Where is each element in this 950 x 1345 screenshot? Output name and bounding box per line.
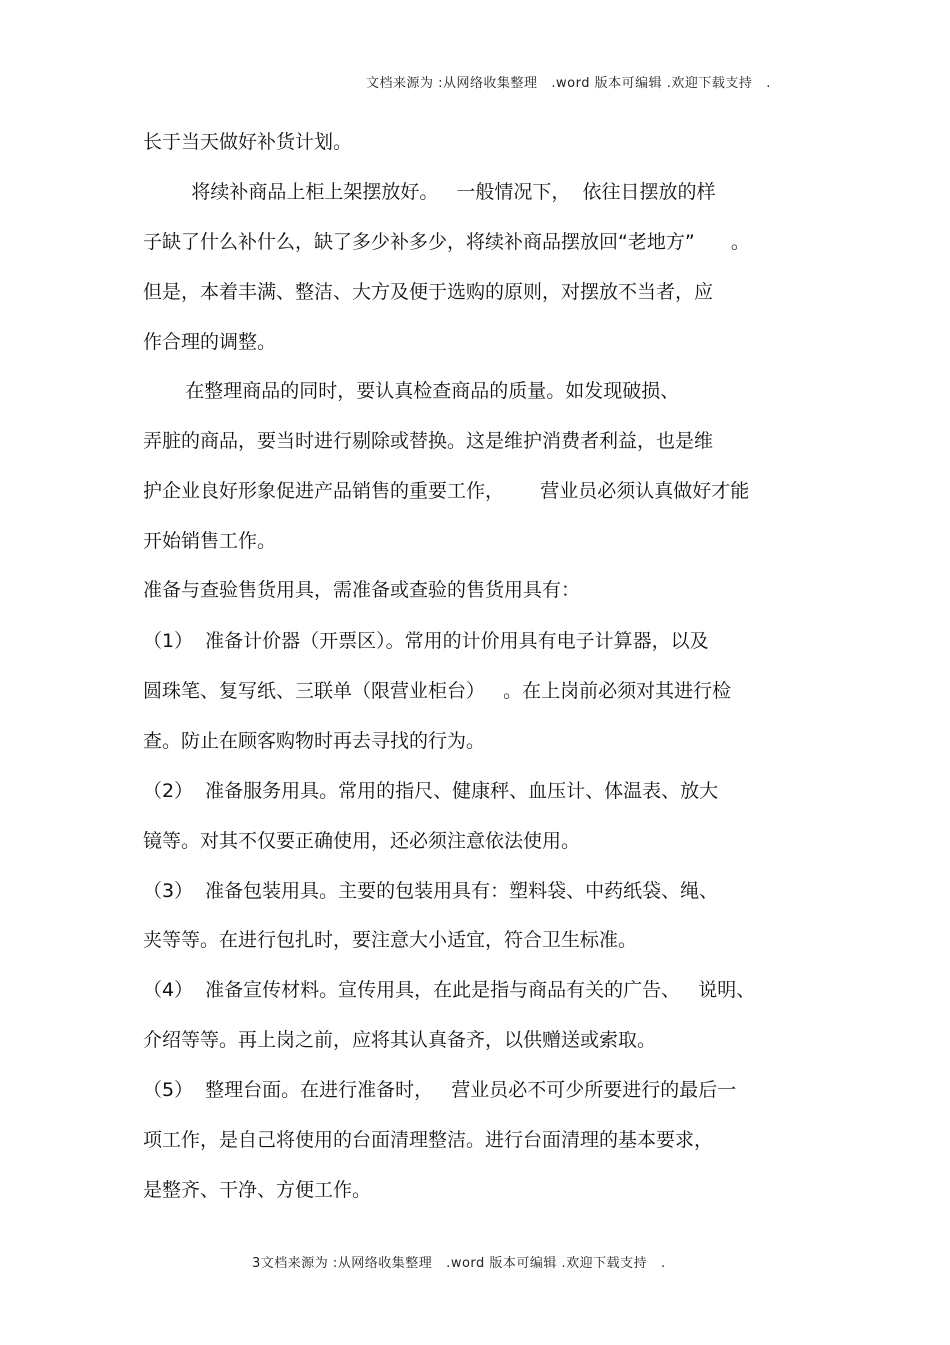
body-line: 是整齐、干净、方便工作。 bbox=[143, 1179, 372, 1201]
section-heading: 准备与查验售货用具，需准备或查验的售货用具有： bbox=[143, 579, 581, 601]
list-item: （5） 整理台面。在进行准备时， 营业员必不可少所要进行的最后一 bbox=[143, 1079, 737, 1101]
body-line: 在整理商品的同时，要认真检查商品的质量。如发现破损、 bbox=[143, 380, 680, 402]
page-header: 文档来源为 :从网络收集整理 .word 版本可编辑 .欢迎下载支持 . bbox=[366, 76, 771, 91]
body-line: 开始销售工作。 bbox=[143, 530, 277, 552]
list-item: （4） 准备宣传材料。宣传用具，在此是指与商品有关的广告、 说明、 bbox=[143, 979, 756, 1001]
body-line: 介绍等等。再上岗之前，应将其认真备齐，以供赠送或索取。 bbox=[143, 1029, 657, 1051]
body-line: 镜等。对其不仅要正确使用，还必须注意依法使用。 bbox=[143, 830, 581, 852]
page-footer: 3文档来源为 :从网络收集整理 .word 版本可编辑 .欢迎下载支持 . bbox=[252, 1256, 666, 1271]
body-line: 但是，本着丰满、整洁、大方及便于选购的原则，对摆放不当者，应 bbox=[143, 281, 714, 303]
body-line: 长于当天做好补货计划。 bbox=[143, 131, 353, 153]
body-line: 弄脏的商品，要当时进行剔除或替换。这是维护消费者利益，也是维 bbox=[143, 430, 714, 452]
body-line: 夹等等。在进行包扎时，要注意大小适宜，符合卫生标准。 bbox=[143, 929, 638, 951]
body-line: 圆珠笔、复写纸、三联单（限营业柜台） 。在上岗前必须对其进行检 bbox=[143, 680, 732, 702]
body-line: 将续补商品上柜上架摆放好。 一般情况下， 依往日摆放的样 bbox=[143, 181, 716, 203]
body-line: 项工作，是自己将使用的台面清理整洁。进行台面清理的基本要求， bbox=[143, 1129, 714, 1151]
list-item: （3） 准备包装用具。主要的包装用具有：塑料袋、中药纸袋、绳、 bbox=[143, 880, 719, 902]
body-line: 查。防止在顾客购物时再去寻找的行为。 bbox=[143, 730, 486, 752]
body-line: 子缺了什么补什么，缺了多少补多少，将续补商品摆放回“老地方” 。 bbox=[143, 231, 750, 253]
list-item: （2） 准备服务用具。常用的指尺、健康秤、血压计、体温表、放大 bbox=[143, 780, 719, 802]
list-item: （1） 准备计价器（开票区）。常用的计价用具有电子计算器，以及 bbox=[143, 630, 709, 652]
body-line: 护企业良好形象促进产品销售的重要工作， 营业员必须认真做好才能 bbox=[143, 480, 750, 502]
body-line: 作合理的调整。 bbox=[143, 331, 277, 353]
